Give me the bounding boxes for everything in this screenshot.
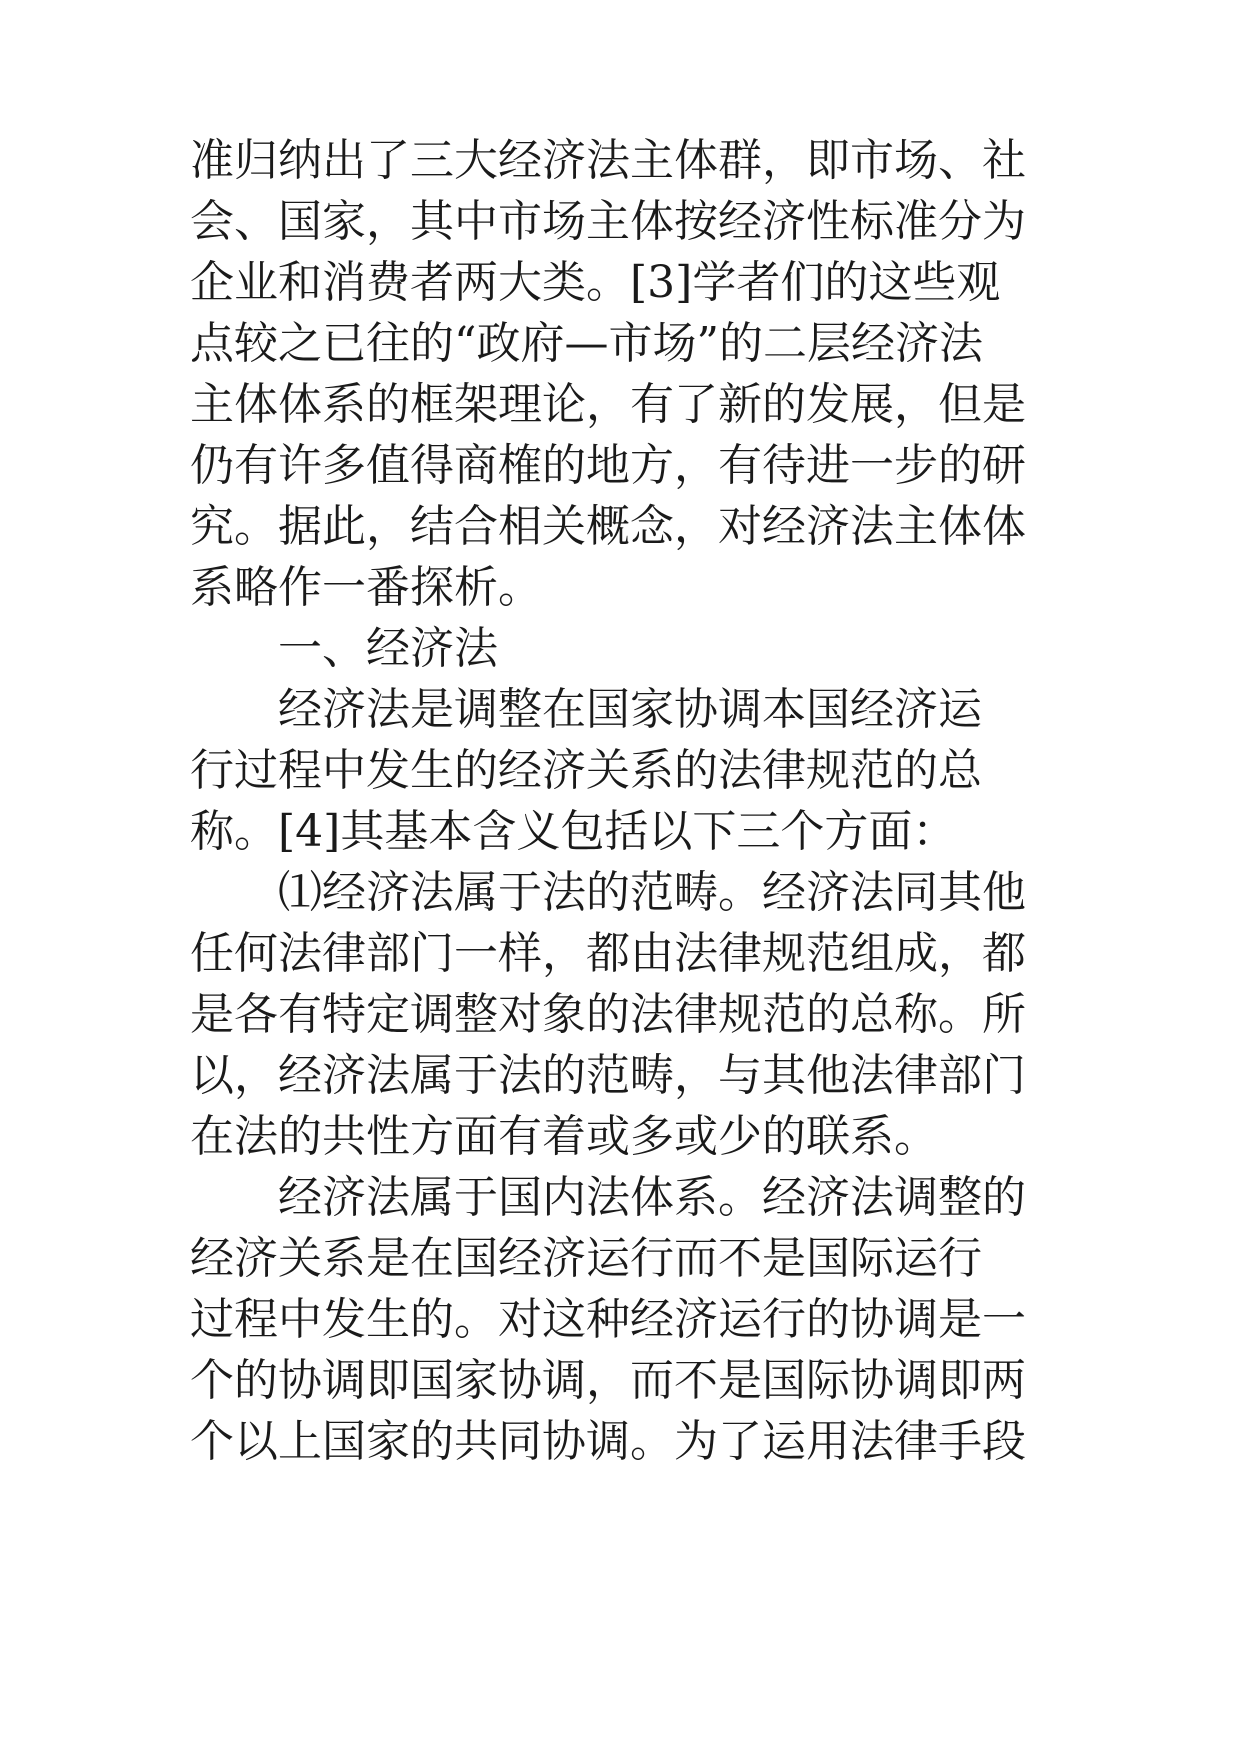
text-line: 经济关系是在国经济运行而不是国际运行	[190, 1233, 982, 1284]
text-line: 准归纳出了三大经济法主体群，即市场、社	[190, 135, 1026, 186]
text-line: 经济法属于国内法体系。经济法调整的	[278, 1172, 1026, 1223]
text-line: 仍有许多值得商榷的地方，有待进一步的研	[190, 440, 1026, 491]
text-line: 企业和消费者两大类。[3]学者们的这些观	[190, 257, 1001, 308]
text-line: 在法的共性方面有着或多或少的联系。	[190, 1111, 938, 1162]
text-line: 个的协调即国家协调，而不是国际协调即两	[190, 1355, 1026, 1406]
text-line: 任何法律部门一样，都由法律规范组成，都	[190, 928, 1026, 979]
section-heading: 一、经济法	[278, 623, 498, 674]
text-line: 系略作一番探析。	[190, 562, 542, 613]
text-line: ⑴经济法属于法的范畴。经济法同其他	[278, 867, 1026, 918]
text-line: 以，经济法属于法的范畴，与其他法律部门	[190, 1050, 1026, 1101]
text-line: 是各有特定调整对象的法律规范的总称。所	[190, 989, 1026, 1040]
text-line: 点较之已往的“政府—市场”的二层经济法	[190, 318, 983, 369]
text-line: 行过程中发生的经济关系的法律规范的总	[190, 745, 982, 796]
text-line: 称。[4]其基本含义包括以下三个方面：	[190, 806, 957, 857]
text-line: 会、国家，其中市场主体按经济性标准分为	[190, 196, 1026, 247]
text-line: 过程中发生的。对这种经济运行的协调是一	[190, 1294, 1026, 1345]
text-line: 主体体系的框架理论，有了新的发展，但是	[190, 379, 1026, 430]
text-line: 个以上国家的共同协调。为了运用法律手段	[190, 1416, 1026, 1467]
text-line: 究。据此，结合相关概念，对经济法主体体	[190, 501, 1026, 552]
text-line: 经济法是调整在国家协调本国经济运	[278, 684, 982, 735]
